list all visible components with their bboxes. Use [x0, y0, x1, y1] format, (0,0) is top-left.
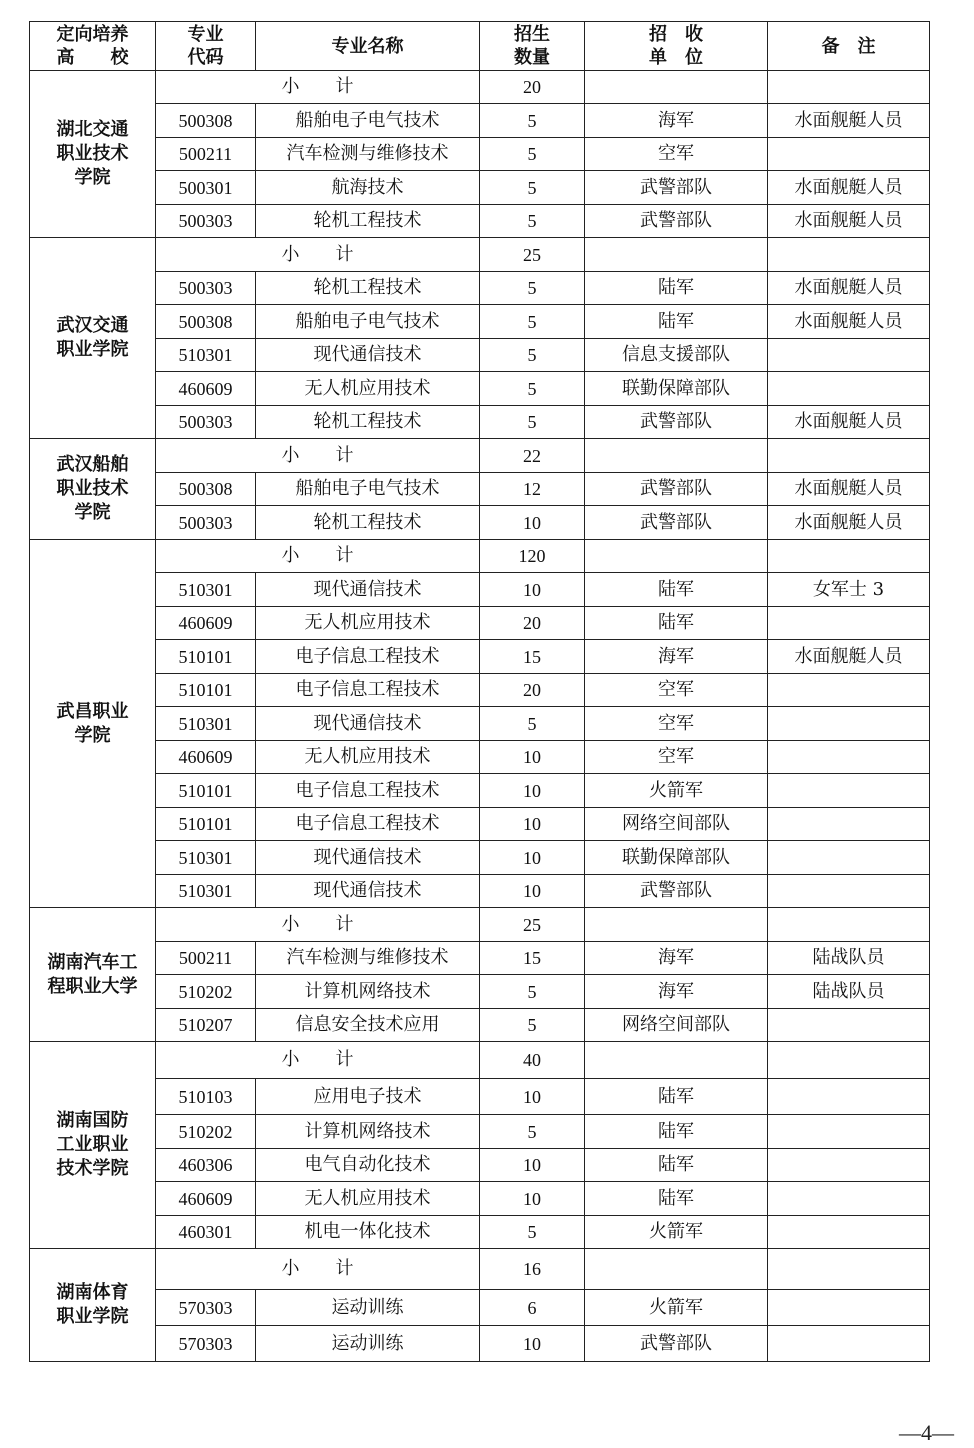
subtotal-row [30, 1042, 930, 1079]
recruit-unit: 空军 [585, 741, 768, 774]
remark [768, 707, 930, 741]
subtotal-unit [585, 439, 768, 473]
recruit-unit: 火箭军 [585, 1216, 768, 1249]
remark: 水面舰艇人员 [768, 406, 930, 439]
school-cell [30, 439, 156, 540]
table-row [30, 1115, 930, 1149]
remark [768, 1009, 930, 1042]
header-name: 专业名称 [256, 22, 480, 71]
remark [768, 741, 930, 774]
major-code: 500303 [156, 506, 256, 540]
remark [768, 808, 930, 841]
subtotal-unit [585, 540, 768, 573]
school-name [46, 1109, 140, 1181]
major-code: 460609 [156, 1182, 256, 1216]
enroll-count: 10 [480, 841, 585, 875]
enroll-count: 15 [480, 942, 585, 975]
subtotal-label: 小 计 [156, 71, 480, 104]
table-row [30, 272, 930, 305]
remark: 陆战队员 [768, 942, 930, 975]
enroll-count: 5 [480, 305, 585, 339]
remark [768, 1149, 930, 1182]
table-row [30, 707, 930, 741]
table-row [30, 674, 930, 707]
major-name: 无人机应用技术 [256, 1182, 480, 1216]
recruit-unit: 武警部队 [585, 406, 768, 439]
school-cell [30, 908, 156, 1042]
remark: 水面舰艇人员 [768, 305, 930, 339]
table-row [30, 975, 930, 1009]
school-name-line: 武汉交通 [56, 315, 129, 336]
major-name: 现代通信技术 [256, 573, 480, 607]
major-name: 轮机工程技术 [256, 406, 480, 439]
table-row [30, 372, 930, 406]
remark: 水面舰艇人员 [768, 473, 930, 506]
subtotal-label: 小 计 [156, 1249, 480, 1290]
major-code: 500301 [156, 171, 256, 205]
school-name-line: 学院 [74, 167, 111, 188]
recruit-unit: 陆军 [585, 607, 768, 640]
major-name: 运动训练 [256, 1290, 480, 1326]
subtotal-row [30, 238, 930, 272]
major-name: 现代通信技术 [256, 339, 480, 372]
header-code: 专业 代码 [156, 22, 256, 71]
remark [768, 1290, 930, 1326]
school-cell [30, 71, 156, 238]
recruit-unit: 海军 [585, 104, 768, 138]
table-row [30, 1009, 930, 1042]
table-row [30, 473, 930, 506]
recruit-unit: 联勤保障部队 [585, 841, 768, 875]
remark [768, 607, 930, 640]
table-row [30, 171, 930, 205]
remark [768, 1216, 930, 1249]
subtotal-note [768, 439, 930, 473]
major-code: 510301 [156, 573, 256, 607]
major-name: 机电一体化技术 [256, 1216, 480, 1249]
subtotal-note [768, 71, 930, 104]
enroll-count: 6 [480, 1290, 585, 1326]
major-name: 电子信息工程技术 [256, 808, 480, 841]
major-code: 500211 [156, 942, 256, 975]
major-code: 500308 [156, 305, 256, 339]
major-code: 510101 [156, 774, 256, 808]
recruit-unit: 陆军 [585, 573, 768, 607]
major-code: 500308 [156, 473, 256, 506]
remark [768, 372, 930, 406]
recruit-unit: 联勤保障部队 [585, 372, 768, 406]
enroll-count: 10 [480, 506, 585, 540]
major-name: 船舶电子电气技术 [256, 104, 480, 138]
remark: 水面舰艇人员 [768, 104, 930, 138]
enroll-count: 5 [480, 1009, 585, 1042]
major-name: 计算机网络技术 [256, 975, 480, 1009]
table-row [30, 406, 930, 439]
school-name-line: 湖南国防 [56, 1110, 129, 1131]
school-name [46, 1281, 140, 1329]
major-code: 570303 [156, 1290, 256, 1326]
subtotal-note [768, 1042, 930, 1079]
recruit-unit: 武警部队 [585, 875, 768, 908]
recruit-unit: 海军 [585, 640, 768, 674]
major-code: 510202 [156, 1115, 256, 1149]
table-row [30, 1290, 930, 1326]
recruit-unit: 信息支援部队 [585, 339, 768, 372]
school-name-line: 程职业大学 [47, 975, 138, 997]
table-row [30, 573, 930, 607]
major-name: 应用电子技术 [256, 1079, 480, 1115]
recruit-unit: 武警部队 [585, 506, 768, 540]
major-code: 510301 [156, 707, 256, 741]
table-row [30, 607, 930, 640]
header-row [30, 22, 930, 71]
recruit-unit: 武警部队 [585, 473, 768, 506]
major-code: 510101 [156, 674, 256, 707]
school-name-line: 职业技术 [56, 478, 129, 499]
major-code: 510301 [156, 841, 256, 875]
subtotal-row [30, 540, 930, 573]
school-name [46, 453, 140, 525]
major-name: 现代通信技术 [256, 841, 480, 875]
major-name: 电子信息工程技术 [256, 674, 480, 707]
enroll-count: 15 [480, 640, 585, 674]
school-name-line: 职业学院 [56, 339, 129, 360]
subtotal-label: 小 计 [156, 908, 480, 942]
school-cell [30, 1042, 156, 1249]
header-school: 定向培养 高 校 [30, 22, 156, 71]
subtotal-count: 16 [480, 1249, 585, 1290]
table-row [30, 841, 930, 875]
school-name-line: 湖南汽车工 [47, 951, 138, 973]
subtotal-label: 小 计 [156, 1042, 480, 1079]
subtotal-note [768, 238, 930, 272]
recruit-unit: 陆军 [585, 1149, 768, 1182]
subtotal-count: 25 [480, 238, 585, 272]
recruit-unit: 火箭军 [585, 1290, 768, 1326]
school-name-line: 技术学院 [56, 1158, 129, 1179]
enroll-count: 5 [480, 272, 585, 305]
subtotal-row [30, 1249, 930, 1290]
school-name-line: 武汉船舶 [56, 454, 129, 475]
enroll-count: 5 [480, 138, 585, 171]
major-name: 轮机工程技术 [256, 506, 480, 540]
remark [768, 1326, 930, 1362]
subtotal-row [30, 908, 930, 942]
remark: 水面舰艇人员 [768, 640, 930, 674]
subtotal-unit [585, 238, 768, 272]
school-cell [30, 540, 156, 908]
enroll-count: 5 [480, 171, 585, 205]
enroll-count: 5 [480, 1115, 585, 1149]
table-row [30, 1182, 930, 1216]
remark [768, 674, 930, 707]
remark [768, 841, 930, 875]
major-code: 460609 [156, 372, 256, 406]
major-name: 电气自动化技术 [256, 1149, 480, 1182]
enroll-count: 12 [480, 473, 585, 506]
major-name: 电子信息工程技术 [256, 774, 480, 808]
major-name: 汽车检测与维修技术 [256, 942, 480, 975]
major-code: 500303 [156, 272, 256, 305]
major-name: 信息安全技术应用 [256, 1009, 480, 1042]
enroll-count: 5 [480, 1216, 585, 1249]
table-row [30, 875, 930, 908]
major-name: 轮机工程技术 [256, 205, 480, 238]
major-name: 电子信息工程技术 [256, 640, 480, 674]
school-name-line: 湖北交通 [56, 119, 129, 140]
table-row [30, 339, 930, 372]
subtotal-label: 小 计 [156, 439, 480, 473]
recruit-unit: 火箭军 [585, 774, 768, 808]
page-number: —4— [899, 1420, 954, 1445]
enroll-count: 10 [480, 774, 585, 808]
recruit-unit: 空军 [585, 674, 768, 707]
remark: 女军士 3 [768, 573, 930, 607]
school-name-line: 武昌职业 [56, 700, 129, 722]
major-name: 计算机网络技术 [256, 1115, 480, 1149]
subtotal-note [768, 1249, 930, 1290]
school-name-line: 职业技术 [56, 143, 129, 164]
major-code: 510301 [156, 875, 256, 908]
major-code: 460301 [156, 1216, 256, 1249]
subtotal-label: 小 计 [156, 238, 480, 272]
school-name-line: 工业职业 [56, 1134, 129, 1155]
table-row [30, 305, 930, 339]
remark [768, 1079, 930, 1115]
subtotal-unit [585, 1042, 768, 1079]
recruit-unit: 武警部队 [585, 205, 768, 238]
major-code: 510301 [156, 339, 256, 372]
recruit-unit: 网络空间部队 [585, 1009, 768, 1042]
recruit-unit: 空军 [585, 707, 768, 741]
subtotal-note [768, 540, 930, 573]
table-row [30, 104, 930, 138]
school-name-line: 职业学院 [56, 1306, 129, 1327]
subtotal-unit [585, 1249, 768, 1290]
enroll-count: 5 [480, 339, 585, 372]
enroll-count: 20 [480, 607, 585, 640]
table-row [30, 808, 930, 841]
major-code: 460306 [156, 1149, 256, 1182]
subtotal-count: 20 [480, 71, 585, 104]
subtotal-row [30, 439, 930, 473]
table-row [30, 1149, 930, 1182]
major-code: 510103 [156, 1079, 256, 1115]
table-row [30, 1216, 930, 1249]
major-code: 510202 [156, 975, 256, 1009]
major-code: 570303 [156, 1326, 256, 1362]
subtotal-label: 小 计 [156, 540, 480, 573]
table-row [30, 640, 930, 674]
header-note: 备 注 [768, 22, 930, 71]
remark: 水面舰艇人员 [768, 205, 930, 238]
recruit-unit: 陆军 [585, 1079, 768, 1115]
enroll-count: 5 [480, 205, 585, 238]
enroll-count: 5 [480, 372, 585, 406]
remark: 水面舰艇人员 [768, 506, 930, 540]
remark: 陆战队员 [768, 975, 930, 1009]
table-row [30, 138, 930, 171]
school-name-line: 学院 [74, 502, 111, 523]
enroll-count: 10 [480, 741, 585, 774]
subtotal-count: 120 [480, 540, 585, 573]
major-name: 船舶电子电气技术 [256, 473, 480, 506]
major-name: 现代通信技术 [256, 875, 480, 908]
major-code: 500303 [156, 406, 256, 439]
enroll-count: 10 [480, 808, 585, 841]
recruit-unit: 陆军 [585, 1115, 768, 1149]
school-name-line: 湖南体育 [56, 1282, 129, 1303]
table-row [30, 506, 930, 540]
remark: 水面舰艇人员 [768, 272, 930, 305]
enroll-count: 10 [480, 875, 585, 908]
major-name: 运动训练 [256, 1326, 480, 1362]
school-cell [30, 1249, 156, 1362]
recruit-unit: 海军 [585, 942, 768, 975]
subtotal-note [768, 908, 930, 942]
subtotal-count: 40 [480, 1042, 585, 1079]
school-name [46, 118, 140, 190]
major-code: 510101 [156, 808, 256, 841]
enrollment-table [29, 21, 930, 1362]
enroll-count: 5 [480, 104, 585, 138]
major-code: 500308 [156, 104, 256, 138]
major-code: 460609 [156, 741, 256, 774]
subtotal-unit [585, 908, 768, 942]
enroll-count: 20 [480, 674, 585, 707]
recruit-unit: 陆军 [585, 305, 768, 339]
school-name [46, 700, 140, 748]
enroll-count: 10 [480, 1182, 585, 1216]
subtotal-count: 22 [480, 439, 585, 473]
major-name: 船舶电子电气技术 [256, 305, 480, 339]
major-name: 无人机应用技术 [256, 741, 480, 774]
school-cell [30, 238, 156, 439]
subtotal-count: 25 [480, 908, 585, 942]
enroll-count: 10 [480, 1079, 585, 1115]
recruit-unit: 陆军 [585, 272, 768, 305]
table-row [30, 1326, 930, 1362]
header-unit: 招 收 单 位 [585, 22, 768, 71]
school-name-line: 学院 [74, 724, 111, 746]
header-count: 招生 数量 [480, 22, 585, 71]
recruit-unit: 陆军 [585, 1182, 768, 1216]
recruit-unit: 海军 [585, 975, 768, 1009]
recruit-unit: 网络空间部队 [585, 808, 768, 841]
major-code: 510101 [156, 640, 256, 674]
major-name: 无人机应用技术 [256, 372, 480, 406]
major-name: 汽车检测与维修技术 [256, 138, 480, 171]
major-name: 航海技术 [256, 171, 480, 205]
remark [768, 875, 930, 908]
major-name: 轮机工程技术 [256, 272, 480, 305]
remark: 水面舰艇人员 [768, 171, 930, 205]
remark [768, 1115, 930, 1149]
enroll-count: 10 [480, 1326, 585, 1362]
major-name: 无人机应用技术 [256, 607, 480, 640]
subtotal-row [30, 71, 930, 104]
table-row [30, 205, 930, 238]
remark [768, 774, 930, 808]
remark [768, 1182, 930, 1216]
major-code: 500303 [156, 205, 256, 238]
major-code: 510207 [156, 1009, 256, 1042]
table-row [30, 942, 930, 975]
major-code: 460609 [156, 607, 256, 640]
subtotal-unit [585, 71, 768, 104]
enroll-count: 5 [480, 406, 585, 439]
enroll-count: 5 [480, 707, 585, 741]
major-name: 现代通信技术 [256, 707, 480, 741]
enroll-count: 5 [480, 975, 585, 1009]
table-row [30, 774, 930, 808]
enroll-count: 10 [480, 1149, 585, 1182]
major-code: 500211 [156, 138, 256, 171]
recruit-unit: 空军 [585, 138, 768, 171]
school-name [46, 314, 140, 362]
recruit-unit: 武警部队 [585, 1326, 768, 1362]
recruit-unit: 武警部队 [585, 171, 768, 205]
table-body [30, 71, 930, 1362]
school-name [46, 951, 140, 999]
enroll-count: 10 [480, 573, 585, 607]
remark [768, 138, 930, 171]
remark [768, 339, 930, 372]
table-row [30, 741, 930, 774]
table-row [30, 1079, 930, 1115]
